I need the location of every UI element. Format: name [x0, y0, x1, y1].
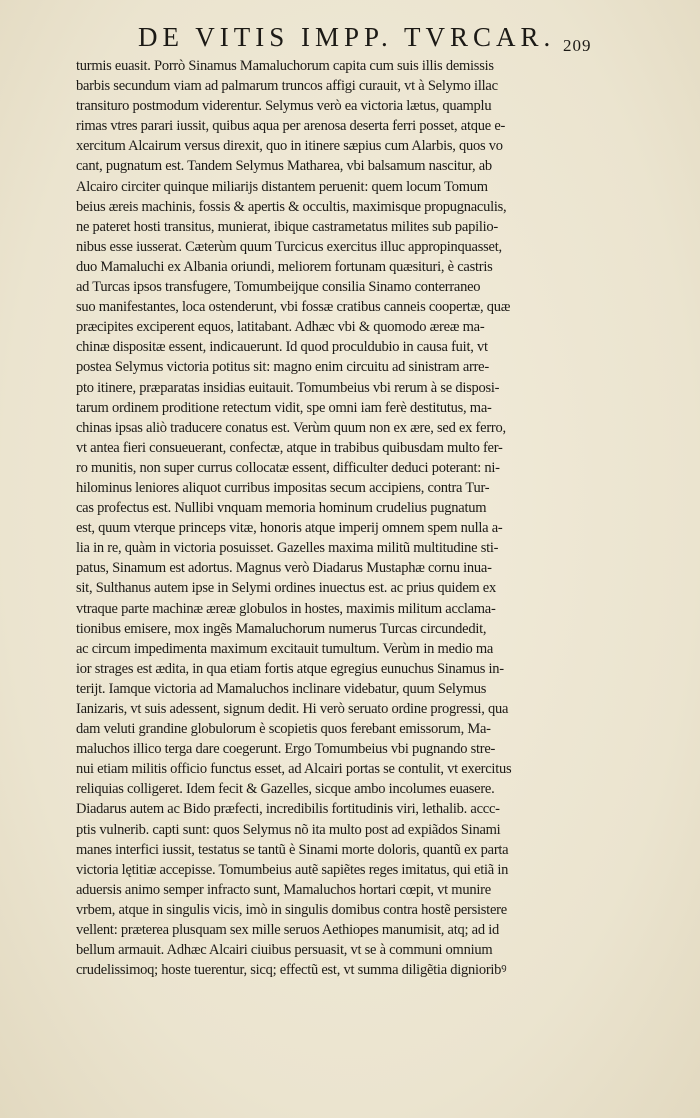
- text-line: crudelissimoq; hoste tuerentur, sicq; effectũ est, vt summa diligẽtia dignioribꝰ: [76, 962, 507, 979]
- text-line: præcipites exciperent equos, latitabant. Adhæc vbi & quomodo æreæ ma-: [76, 319, 485, 336]
- text-line: cas profectus est. Nullibi vnquam memoria hominum crudelius pugnatum: [76, 500, 487, 517]
- text-line: postea Selymus victoria potitus sit: magno enim circuitu ad sinistram arre-: [76, 359, 489, 376]
- text-line: aduersis animo semper infracto sunt, Mamaluchos hortari cœpit, vt munire: [76, 881, 491, 898]
- text-line: barbis secundum viam ad palmarum truncos affigi curauit, vt à Selymo illac: [76, 78, 498, 95]
- text-line: ad Turcas ipsos transfugere, Tomumbeijque consilia Sinamo conterraneo: [76, 279, 481, 296]
- text-line: vt antea fieri consueuerant, confectæ, atque in trabibus quibusdam multo fer-: [76, 439, 503, 456]
- text-line: rimas vtres parari iussit, quibus aqua per arenosa deserta ferri posset, atque e-: [76, 118, 506, 135]
- text-line: ior strages est ædita, in qua etiam fortis atque egregius eunuchus Sinamus in-: [76, 660, 504, 677]
- text-line: cant, pugnatum est. Tandem Selymus Matharea, vbi balsamum nascitur, ab: [76, 158, 492, 175]
- text-line: ro munitis, non super currus collocatæ essent, difficulter deduci poterant: ni-: [76, 459, 500, 476]
- text-line: maluchos illico terga dare coegerunt. Ergo Tomumbeius vbi pugnando stre-: [76, 741, 496, 758]
- body-text: [76, 56, 586, 980]
- text-line: lia in re, quàm in victoria posuisset. Gazelles maxima militũ multitudine sti-: [76, 540, 499, 557]
- text-line: bellum armauit. Adhæc Alcairi ciuibus persuasit, vt se à communi omnium: [76, 942, 493, 959]
- text-line: duo Mamaluchi ex Albania oriundi, meliorem fortunam quæsituri, è castris: [76, 258, 493, 275]
- text-line: suo manifestantes, loca ostenderunt, vbi fossæ cratibus canneis coopertæ, quæ: [76, 299, 511, 316]
- text-line: pto itinere, præparatas insidias euitauit. Tomumbeius vbi rerum à se disposi-: [76, 379, 500, 396]
- text-line: est, quum vterque princeps vitæ, honoris atque imperij omnem spem nulla a-: [76, 520, 503, 537]
- text-line: ne pateret hosti transitus, munierat, ibique castrametatus milites sub papilio-: [76, 218, 498, 235]
- text-line: chinas ipsas aliò traducere conatus est. Verùm quum non ex ære, sed ex ferro,: [76, 419, 506, 436]
- text-line: nui etiam militis officio functus esset, ad Alcairi portas se contulit, vt exercitus: [76, 761, 512, 778]
- text-line: xercitum Alcairum versus direxit, quo in itinere sæpius cum Alarbis, quos vo: [76, 138, 503, 155]
- text-line: transituro postmodum viderentur. Selymus verò ea victoria lætus, quamplu: [76, 98, 492, 115]
- text-line: hilominus leniores aliquot curribus impositas secum accipiens, contra Tur-: [76, 479, 490, 496]
- running-head: DE VITIS IMPP. TVRCAR.: [138, 22, 556, 52]
- text-line: manes interfici iussit, testatus se tantũ è Sinami morte doloris, quantũ ex parta: [76, 841, 509, 858]
- text-line: vrbem, atque in singulis vicis, imò in singulis domibus contra hostẽ persistere: [76, 901, 507, 918]
- text-line: tionibus emisere, mox ingẽs Mamaluchorum numerus Turcas circundedit,: [76, 620, 487, 637]
- page-header: [0, 22, 700, 56]
- text-line: Alcairo circiter quinque miliarijs distantem peruenit: quem locum Tomum: [76, 178, 488, 195]
- text-line: vtraque parte machinæ æreæ globulos in hostes, maximis militum acclama-: [76, 600, 496, 617]
- text-line: ptis vulnerib. capti sunt: quos Selymus nõ ita multo post ad expiãdos Sinami: [76, 821, 501, 838]
- text-line: dam veluti grandine globulorum è scopietis quos ferebant emissorum, Ma-: [76, 721, 491, 738]
- text-line: beius æreis machinis, fossis & apertis & occultis, maximisque propugnaculis,: [76, 198, 507, 215]
- page-number: 209: [563, 36, 592, 55]
- text-line: ac circum impedimenta maximum excitauit tumultum. Verùm in medio ma: [76, 640, 494, 657]
- text-line: Ianizaris, vt suis adessent, signum dedit. Hi verò seruato ordine progressi, qua: [76, 701, 509, 717]
- text-line: chinæ dispositæ essent, indicauerunt. Id quod proculdubio in causa fuit, vt: [76, 339, 488, 356]
- text-line: tarum ordinem proditione retectum vidit, spe omni iam ferè destitutus, ma-: [76, 399, 492, 416]
- text-line: sit, Sulthanus autem ipse in Selymi ordines inuectus est. ac prius quidem ex: [76, 580, 496, 597]
- text-line: turmis euasit. Porrò Sinamus Mamaluchorum capita cum suis illis demissis: [76, 58, 494, 74]
- text-line: Diadarus autem ac Bido præfecti, incredibilis fortitudinis viri, lethalib. accc-: [76, 801, 500, 818]
- text-line: nibus esse iusserat. Cæterùm quum Turcicus exercitus illuc appropinquasset,: [76, 238, 502, 255]
- text-line: patus, Sinamum est adortus. Magnus verò Diadarus Mustaphæ cornu inua-: [76, 560, 492, 577]
- text-line: victoria lętitiæ accepisse. Tomumbeius autẽ sapiẽtes reges imitatus, qui etiã in: [76, 861, 509, 878]
- text-line: vellent: præterea plusquam sex mille seruos Aethiopes manumisit, atq; ad id: [76, 922, 500, 939]
- text-line: reliquias colligeret. Idem fecit & Gazelles, sicque ambo incolumes euasere.: [76, 781, 495, 798]
- text-line: terijt. Iamque victoria ad Mamaluchos inclinare videbatur, quum Selymus: [76, 680, 487, 697]
